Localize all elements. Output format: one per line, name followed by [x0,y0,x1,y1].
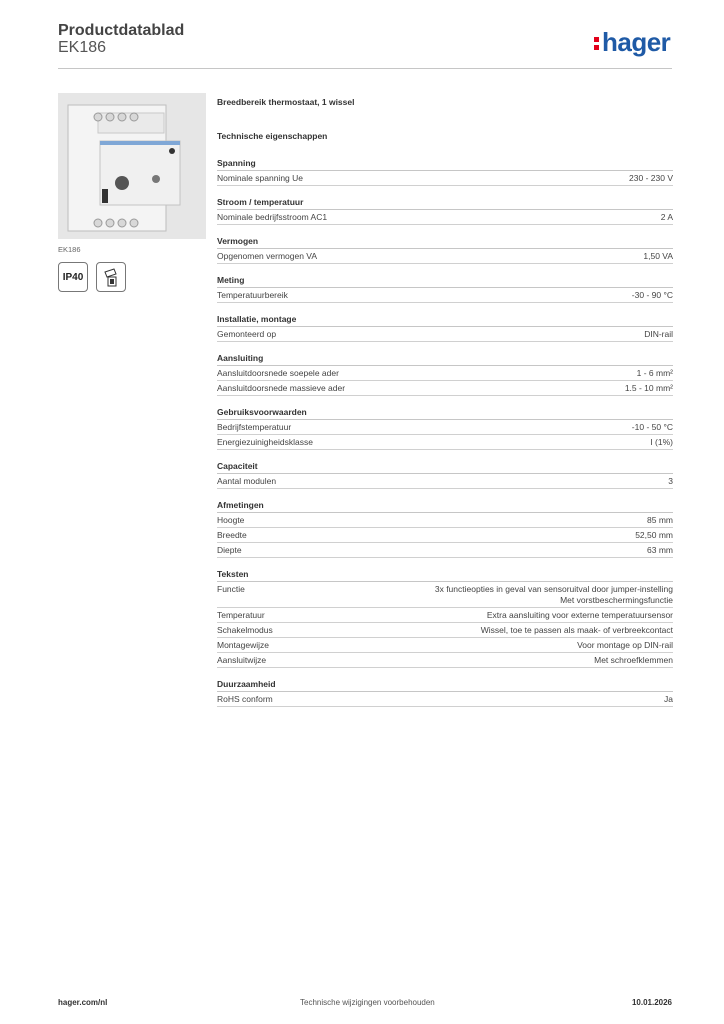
spec-key: Diepte [217,545,242,555]
spec-row [217,210,673,225]
product-code: EK186 [58,39,107,56]
spec-key: Montagewijze [217,639,269,650]
spec-row [217,543,673,558]
spec-section [217,96,673,716]
header-divider [58,68,672,69]
spec-row [217,435,673,450]
spec-row [217,288,673,303]
spec-row [217,474,673,489]
spec-row [217,638,673,653]
footer-disclaimer: Technische wijzigingen voorbehouden [300,998,435,1007]
spec-value [625,383,673,394]
spec-value [647,545,673,556]
logo-text: hager [602,27,671,57]
spec-key: Bedrijfstemperatuur [217,422,292,432]
spec-groups [217,156,673,707]
spec-row [217,327,673,342]
spec-group-heading: Spanning [217,156,673,171]
spec-group [217,273,673,303]
spec-row [217,692,673,707]
ip-rating-badge: IP40 [58,262,88,292]
spec-value [632,422,673,433]
spec-value-line: 63 mm [647,545,673,555]
spec-group [217,312,673,342]
spec-row [217,420,673,435]
spec-group [217,459,673,489]
spec-group-heading: Stroom / temperatuur [217,195,673,210]
spec-value [487,610,673,621]
spec-group-heading: Meting [217,273,673,288]
spec-row [217,381,673,396]
spec-key: Functie [217,584,245,594]
image-caption: EK186 [58,245,81,254]
page-title: Productdatablad [58,22,185,39]
spec-value-line: 2 A [660,212,673,222]
spec-row [217,623,673,638]
spec-key: Temperatuurbereik [217,290,288,300]
spec-group [217,156,673,186]
spec-row [217,653,673,668]
spec-row [217,608,673,623]
spec-key: Temperatuur [217,609,265,620]
logo-mark-icon [594,34,600,52]
spec-value [637,368,673,379]
spec-key: Hoogte [217,515,245,525]
spec-value-line: 3x functieopties in geval van sensoruitval door jumper-instelling [434,584,673,594]
spec-group-heading: Aansluiting [217,351,673,366]
spec-value-line: Extra aansluiting voor externe temperatuursensor [486,609,673,620]
spec-group [217,195,673,225]
spec-value [435,584,673,605]
spec-value-line: Met vorstbeschermingsfunctie [560,594,673,605]
spec-key: Nominale spanning Ue [217,173,303,183]
spec-value-line: 52,50 mm [635,530,673,540]
spec-group [217,405,673,450]
spec-value-line: Wissel, toe te passen als maak- of verbreekcontact [480,624,673,635]
hager-logo [594,27,670,58]
spec-value-line: -30 - 90 °C [631,290,673,300]
spec-key: Energiezuinigheidsklasse [217,437,313,447]
spec-value-line: Met schroefklemmen [594,654,673,665]
spec-key: Aantal modulen [217,476,277,486]
spec-value-line: 230 - 230 V [629,173,673,183]
spec-row [217,582,673,608]
spec-value [644,329,673,340]
spec-key: Gemonteerd op [217,329,277,339]
spec-value-line: I (1%) [650,437,673,447]
spec-group-heading: Teksten [217,567,673,582]
footer-website[interactable]: hager.com/nl [58,998,108,1007]
spec-value [668,476,673,487]
spec-key: Opgenomen vermogen VA [217,251,318,261]
spec-key: Aansluitwijze [217,654,267,665]
spec-value-line: Voor montage op DIN-rail [577,639,673,650]
spec-value [650,437,673,448]
spec-value [643,251,673,262]
spec-row [217,171,673,186]
spec-key: Nominale bedrijfsstroom AC1 [217,212,328,222]
spec-value [647,515,673,526]
footer-date: 10.01.2026 [631,998,672,1007]
spec-value-line: Ja [664,693,673,704]
spec-group-heading: Gebruiksvoorwaarden [217,405,673,420]
spec-row [217,249,673,264]
spec-value-line: -10 - 50 °C [631,422,673,432]
spec-group [217,498,673,558]
spec-value [629,173,673,184]
spec-group [217,351,673,396]
product-image [58,93,206,239]
manual-icon [96,262,126,292]
spec-row [217,366,673,381]
spec-value [481,625,673,636]
spec-key: RoHS conform [217,693,273,704]
spec-key: Aansluitdoorsnede massieve ader [217,383,346,393]
spec-row [217,513,673,528]
spec-value [594,655,673,666]
spec-value [661,212,673,223]
spec-group-heading: Afmetingen [217,498,673,513]
spec-group-heading: Duurzaamheid [217,677,673,692]
spec-group-heading: Capaciteit [217,459,673,474]
spec-group [217,234,673,264]
spec-value-line: 85 mm [647,515,673,525]
spec-subtitle: Technische eigenschappen [217,131,328,141]
spec-value-line: 1,50 VA [643,251,673,261]
spec-value [635,530,673,541]
spec-key: Aansluitdoorsnede soepele ader [217,368,339,378]
spec-value-line: 1 - 6 mm² [636,368,673,378]
spec-row [217,528,673,543]
spec-key: Breedte [217,530,247,540]
spec-value-line: DIN-rail [644,329,673,339]
spec-group-heading: Vermogen [217,234,673,249]
spec-value [632,290,673,301]
spec-value [577,640,673,651]
spec-value [664,694,673,705]
spec-group [217,567,673,668]
spec-group [217,677,673,707]
spec-value-line: 1.5 - 10 mm² [624,383,673,393]
spec-value-line: 3 [668,476,673,486]
spec-group-heading: Installatie, montage [217,312,673,327]
spec-title: Breedbereik thermostaat, 1 wissel [217,97,355,107]
spec-key: Schakelmodus [217,624,273,635]
